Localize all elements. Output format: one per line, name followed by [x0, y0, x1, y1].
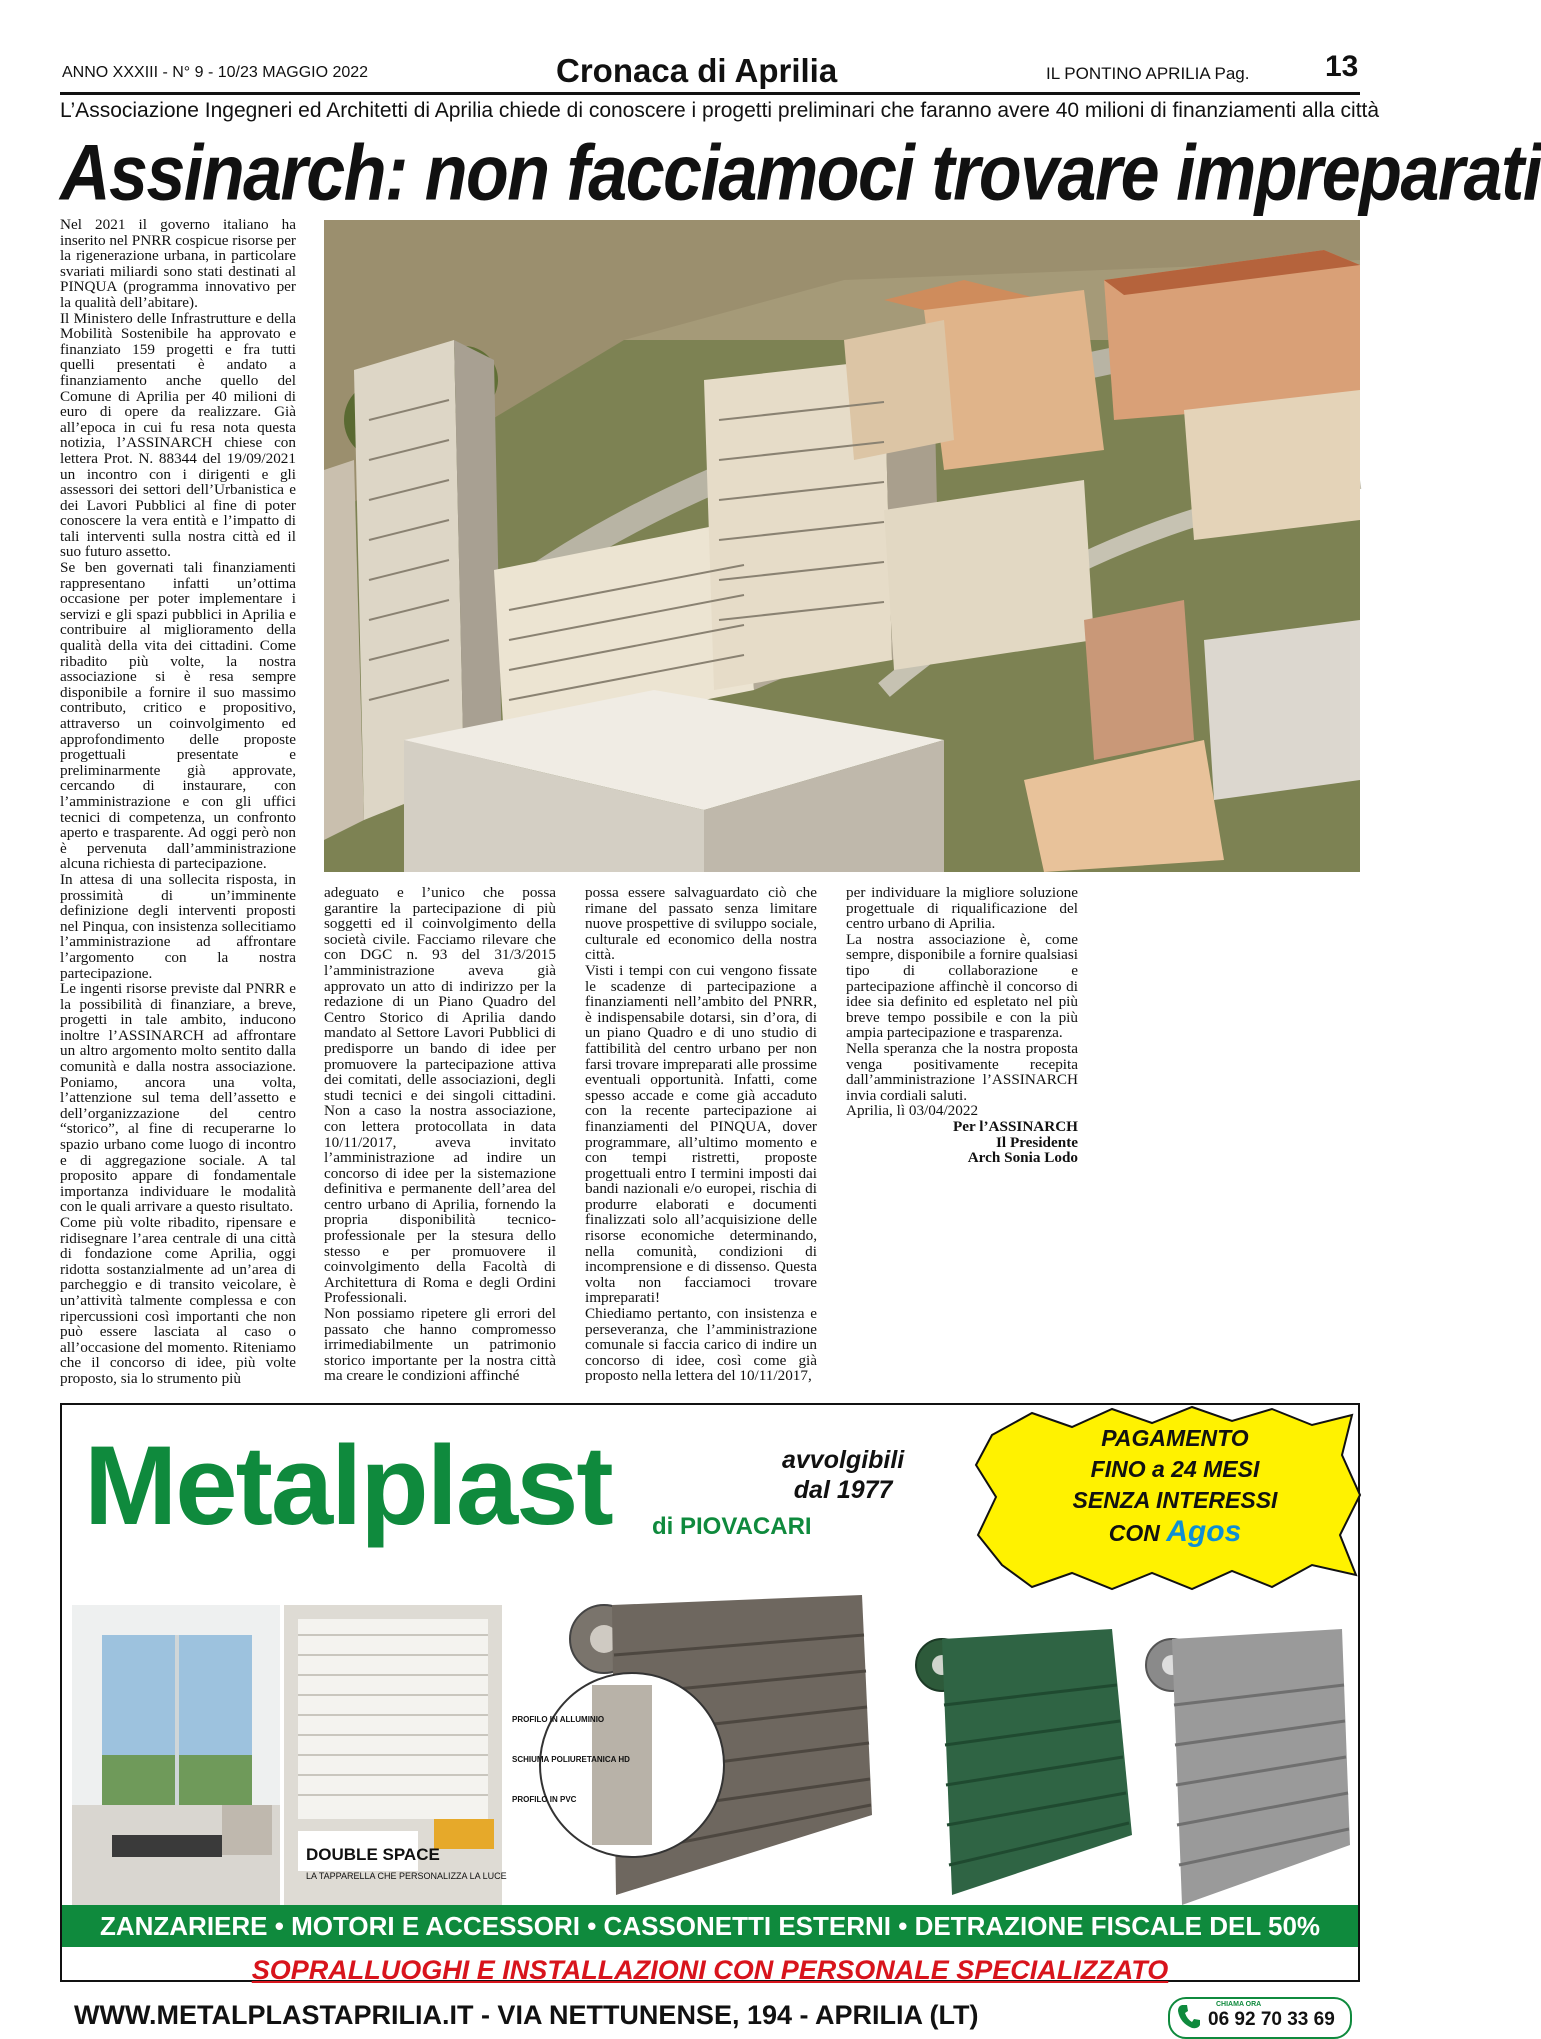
- article-paragraph: Chiediamo pertanto, con insistenza e perseveranza, che l’amministrazione comunale si faccia carico di indire un concorso di idee, così come già proposto nella lettera del 10/11/2017,: [585, 1305, 817, 1385]
- article-paragraph-continued: adeguato e l’unico che possa garantire la partecipazione di più soggetti ed il coinvolgimento della società civile. Facciamo rilevare che con DGC n. 93 del 31/3/2015 l’amministrazione aveva già approvato un atto di indirizzo per la redazione di un Piano Quadro del Centro Storico di Aprilia dando mandato al Settore Lavori Pubblici di predisporre un bando di idee per promuovere la partecipazione attiva dei comitati, delle associazioni, degli studi tecnici e dei singoli cittadini. Non a caso la nostra associazione, con lettera protocollata in data 10/11/2017, aveva invitato l’amministrazione ad indire un concorso di idee per la sistemazione definitiva e permanente dell’area del centro urbano di Aprilia, fornendo la propria disponibilità tecnico-professionale per la stesura dello stesso e per promuovere il coinvolgimento della Facoltà di Architettura di Roma e degli Ordini Professionali.: [324, 884, 556, 1307]
- article-paragraph: La nostra associazione è, come sempre, disponibile a fornire qualsiasi tipo di collaborazione e partecipazione affinchè il concorso di idee sia definito ed espletato nel più breve tempo possibile e con la più ampia partecipazione e trasparenza.: [846, 930, 1078, 1042]
- signature-line: Il Presidente: [996, 1133, 1078, 1151]
- promo-line-2: FINO a 24 MESI: [1090, 1456, 1260, 1482]
- article-subtitle: L’Associazione Ingegneri ed Architetti di Aprilia chiede di conoscere i progetti preliminari che faranno avere 40 milioni di finanziamenti alla città: [60, 99, 1380, 122]
- agos-logo: Agos: [1166, 1515, 1242, 1548]
- article-paragraph: In attesa di una sollecita risposta, in prossimità di un’imminente definizione degli interventi proposti nel Pinqua, con insistenza sollecitiamo l’amministrazione ad affrontare l’argomento con la nostra partecipazione.: [60, 870, 296, 982]
- label-pvc: PROFILO IN PVC: [512, 1795, 577, 1804]
- article-column-3: [585, 885, 817, 1389]
- page-number: 13: [1325, 50, 1359, 83]
- article-column-1: [60, 217, 296, 1392]
- article-paragraph-continued: per individuare la migliore soluzione progettuale di riqualificazione del centro urbano di Aprilia.: [846, 884, 1078, 933]
- signature-line: Arch Sonia Lodo: [967, 1149, 1078, 1167]
- slogan-line-2: dal 1977: [793, 1476, 893, 1504]
- slogan-line-1: avvolgibili: [782, 1446, 905, 1474]
- publication-name: IL PONTINO APRILIA Pag.: [1046, 64, 1250, 83]
- installation-banner: SOPRALLUOGHI E INSTALLAZIONI CON PERSONALE SPECIALIZZATO: [251, 1955, 1169, 1985]
- brand-slogan: [782, 1445, 904, 1505]
- metalplast-advertisement[interactable]: [60, 1403, 1360, 2030]
- services-banner: ZANZARIERE • MOTORI E ACCESSORI • CASSONETTI ESTERNI • DETRAZIONE FISCALE DEL 50%: [62, 1905, 1358, 1947]
- article-paragraph: Nel 2021 il governo italiano ha inserito nel PNRR cospicue risorse per la rigenerazione urbana, in particolare svariati miliardi sono stati destinati al PINQUA (programma innovativo per la qualità dell’abitare).: [60, 216, 296, 311]
- label-aluminium: PROFILO IN ALLUMINIO: [512, 1715, 605, 1724]
- phone-button[interactable]: [1168, 1997, 1352, 2039]
- article-column-2: [324, 885, 556, 1389]
- issue-info: ANNO XXXIII - N° 9 - 10/23 MAGGIO 2022: [62, 64, 369, 81]
- interior-photo-window: [72, 1605, 280, 1905]
- aerial-city-photo: [324, 220, 1360, 872]
- article-paragraph: Non possiamo ripetere gli errori del passato che hanno compromesso irrimediabilmente un patrimonio storico importante per la nostra città ma creare le condizioni affinché: [324, 1305, 556, 1385]
- article-paragraph: Visti i tempi con cui vengono fissate le scadenze di partecipazione a finanziamenti nell’ambito del PNRR, è indispensabile dotarsi, sin d’ora, di un piano Quadro e di uno studio di fattibilità del centro urbano per non farsi trovare impreparati alle prossime eventuali opportunità. Infatti, come spesso accade e come già accaduto con la recente partecipazione ai finanziamenti del PINQUA, dover programmare, all’ultimo momento e con tempi ristretti, proposte progettuali entro I termini imposti dai bandi nazionali e/o europei, rischia di produrre elaborati e documenti finalizzati solo all’acquisizione delle risorse economiche determinando, nella comunità, condizioni di incomprensione e di dissenso. Questa volta non facciamoci trovare impreparati!: [585, 961, 817, 1307]
- article-paragraph: Il Ministero delle Infrastrutture e della Mobilità Sostenibile ha approvato e finanziato 159 progetti e fra tutti quelli presentati è andato a finanziamento anche quello del Comune di Aprilia per 40 milioni di euro di opere da realizzare. Già all’epoca in cui fu resa nota questa notizia, l’ASSINARCH chiese con lettera Prot. N. 88344 del 19/09/2021 un incontro con i dirigenti e gli assessori dei settori dell’Urbanistica e dei Lavori Pubblici al fine di poter conoscere la vera entità e l’impatto di tali interventi sulla nostra città ed il suo futuro assetto.: [60, 309, 296, 561]
- phone-icon: [1176, 2003, 1202, 2031]
- article-paragraph: Aprilia, lì 03/04/2022: [846, 1102, 979, 1120]
- promo-line-1: PAGAMENTO: [1101, 1425, 1249, 1451]
- promo-con: CON: [1108, 1520, 1160, 1546]
- article-column-4: [846, 885, 1078, 1389]
- phone-label: CHIAMA ORA: [1216, 2001, 1262, 2008]
- header-rule: [60, 92, 1360, 95]
- promo-line-4: [1030, 1516, 1320, 1549]
- promo-line-3: SENZA INTERESSI: [1072, 1487, 1278, 1513]
- article-paragraph-continued: possa essere salvaguardato ciò che rimane del passato senza limitare nuove prospettive di sviluppo sociale, culturale ed economico della nostra città.: [585, 884, 817, 964]
- roller-shutters-illustration: [512, 1595, 1352, 1907]
- article-paragraph: Se ben governati tali finanziamenti rappresentano infatti un’ottima occasione per poter implementare i servizi e gli spazi pubblici in Aprilia e contribuire al miglioramento della qualità della vita dei cittadini. Come ribadito più volte, la nostra associazione si è resa sempre disponibile a fornire il suo massimo contributo, critico e propositivo, attraverso un coinvolgimento ed approfondimento delle proposte progettuali presentate e preliminarmente già approvate, cercando di instaurare, con l’amministrazione e con gli uffici tecnici di competenza, un confronto aperto e trasparente. Ad oggi però non è pervenuta dall’amministrazione alcuna richiesta di partecipazione.: [60, 559, 296, 873]
- contact-banner[interactable]: WWW.METALPLASTAPRILIA.IT - VIA NETTUNENSE, 194 - APRILIA (LT): [74, 2000, 979, 2030]
- double-space-tagline: LA TAPPARELLA CHE PERSONALIZZA LA LUCE: [306, 1871, 507, 1881]
- double-space-logo: DOUBLE SPACE: [306, 1845, 440, 1864]
- article-headline: Assinarch: non facciamoci trovare impreparati: [60, 129, 1541, 217]
- brand-subtitle: di PIOVACARI: [652, 1513, 812, 1540]
- promo-text: [1030, 1423, 1320, 1549]
- article-column-5: [1106, 885, 1360, 1389]
- article-paragraph: Nella speranza che la nostra proposta venga positivamente recepita dall’amministrazione l’ASSINARCH invia cordiali saluti.: [846, 1039, 1078, 1104]
- article-paragraph: Come più volte ribadito, ripensare e ridisegnare l’area centrale di una città di fondazione come Aprilia, oggi ridotta sostanzialmente ad un’area di parcheggio e di transito veicolare, è un’attività talmente complessa e con ripercussioni così importanti che non può essere lasciata al caso o all’occasione del momento. Riteniamo che il concorso di idee, più volte proposto, sia lo strumento più: [60, 1214, 296, 1387]
- brand-logo: Metalplast: [84, 1423, 612, 1548]
- phone-number: 06 92 70 33 69: [1208, 2009, 1335, 2030]
- label-foam: SCHIUMA POLIURETANICA HD: [512, 1755, 630, 1764]
- section-title: Cronaca di Aprilia: [556, 52, 838, 89]
- signature-line: Per l’ASSINARCH: [952, 1117, 1078, 1135]
- article-paragraph: Le ingenti risorse previste dal PNRR e la possibilità di finanziare, a breve, progetti in tale ambito, inducono inoltre l’ASSINARCH ad affrontare un altro argomento molto sentito dalla comunità e dalla nostra associazione. Poniamo, ancora una volta, l’attenzione sul tema dell’assetto e dell’organizzazione del centro “storico”, al fine di recuperarne lo spazio urbano come luogo di incontro e di aggregazione sociale. A tal proposito appare di fondamentale importanza individuare le modalità con le quali arrivare a questo risultato.: [60, 980, 296, 1216]
